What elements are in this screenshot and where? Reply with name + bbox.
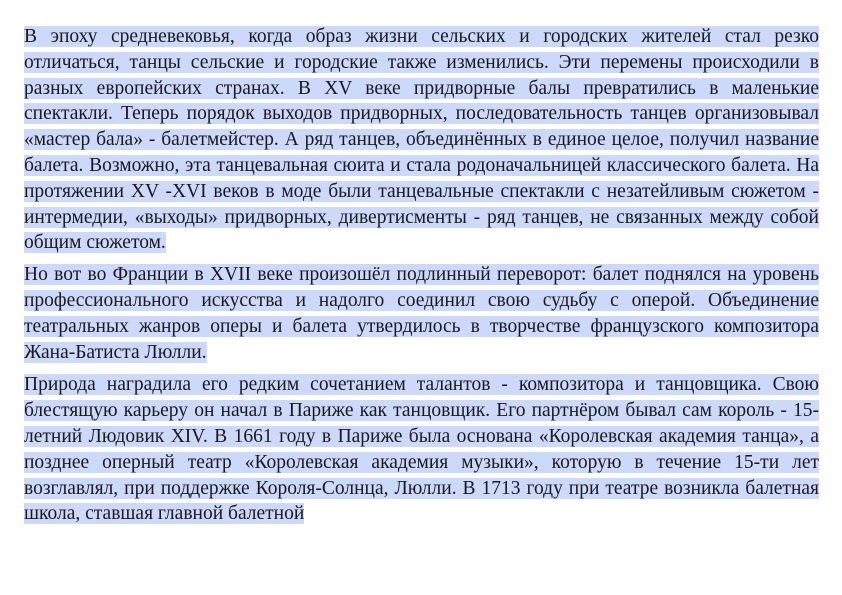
highlighted-text: Природа наградила его редким сочетанием талантов - композитора и танцовщика. Свою блестящую карьеру он начал в Париже как танцовщик. Его партнёром бывал сам король - 15-летний Людовик XIV. В 1661 году в Париже была основана «Королевская академия танца», а позднее оперный театр «Королевская академия музыки», которую в течение 15-ти лет возглавлял, при поддержке Короля-Солнца, Люлли. В 1713 году при театре возникла балетная школа, ставшая главной балетной <box>24 374 819 525</box>
highlighted-text: Но вот во Франции в XVII веке произошёл подлинный переворот: балет поднялся на уровень профессионального искусства и надолго соединил свою судьбу с оперой. Объединение театральных жанров оперы и балета утвердилось в творчестве французского композитора Жана-Батиста Люлли. <box>24 264 819 363</box>
highlighted-text: В эпоху средневековья, когда образ жизни сельских и городских жителей стал резко отличаться, танцы сельские и городские также изменились. Эти перемены происходили в разных европейских странах. В XV веке придворные балы превратились в маленькие спектакли. Теперь порядок выходов придворных, последовательность танцев организовывал «мастер бала» - балетмейстер. А ряд танцев, объединённых в единое целое, получил название балета. Возможно, эта танцевальная сюита и стала родоначальницей классического балета. На протяжении XV -XVI веков в моде были танцевальные спектакли с незатейливым сюжетом - интермедии, «выходы» придворных, дивертисменты - ряд танцев, не связанных между собой общим сюжетом. <box>24 26 819 254</box>
paragraph-medieval-dance <box>24 24 819 256</box>
paragraph-lully <box>24 372 819 526</box>
document-page <box>24 24 819 526</box>
paragraph-france-ballet <box>24 262 819 365</box>
